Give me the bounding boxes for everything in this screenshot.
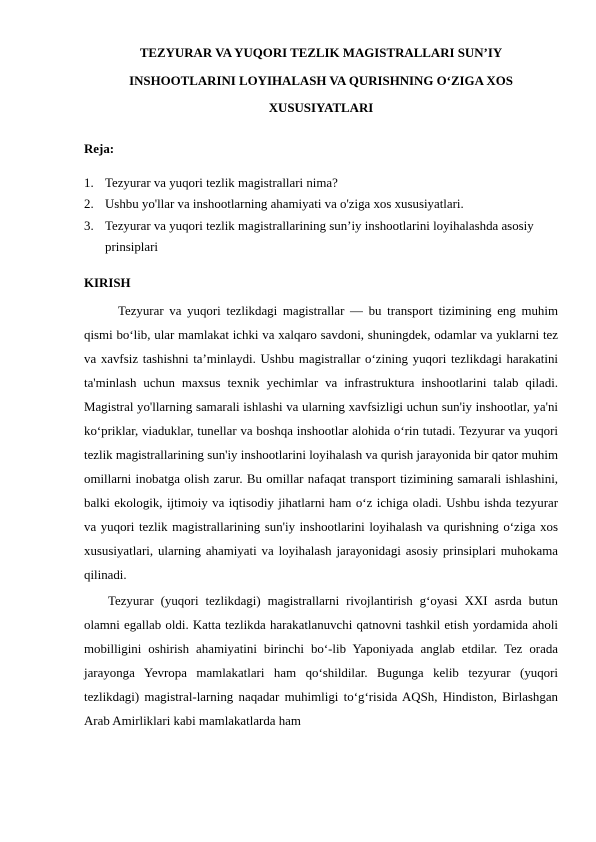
plan-item-number: 2. xyxy=(84,197,94,211)
document-page xyxy=(84,40,558,733)
plan-item-number: 1. xyxy=(84,175,94,190)
plan-item xyxy=(84,216,558,259)
plan-item xyxy=(84,173,558,195)
plan-label: Reja: xyxy=(84,141,115,156)
plan-list xyxy=(84,173,558,259)
plan-item-text: Tezyurar va yuqori tezlik magistrallari nima? xyxy=(105,175,338,190)
plan-item-text: Ushbu yo'llar va inshootlarning ahamiyati va o'ziga xos xususiyatlari. xyxy=(105,197,464,211)
plan-item-text: Tezyurar va yuqori tezlik magistrallarining sun’iy inshootlarini loyihalashda asosiy prinsiplari xyxy=(105,218,534,254)
body-paragraph: Tezyurar va yuqori tezlikdagi magistrallar — bu transport tizimining eng muhim qismi bo‘lib, ular mamlakat ichki va xalqaro savdoni, shuningdek, odamlar va yuklarni tez va xavfsiz tashishni ta’minlaydi. Ushbu magistrallar o‘zining yuqori tezlikdagi harakatini ta'minlash uchun maxsus texnik yechimlar va infrastruktura inshootlarini talab qiladi. Magistral yo'llarning samarali ishlashi va ularning xavfsizligi uchun sun'iy inshootlar, ya'ni ko‘priklar, viaduklar, tunellar va boshqa inshootlar alohida o‘rin tutadi. Tezyurar va yuqori tezlik magistrallarining sun'iy inshootlarini loyihalash va qurish jarayonida bir qator muhim omillarni inobatga olish zarur. Bu omillar nafaqat transport tizimining samarali ishlashini, balki ekologik, ijtimoiy va iqtisodiy jihatlarni ham o‘z ichiga oladi. Ushbu ishda tezyurar va yuqori tezlik magistrallarining sun'iy inshootlarini loyihalash va qurishning o‘ziga xos xususiyatlari, ularning ahamiyati va loyihalash jarayonidagi asosiy prinsiplari muhokama qilinadi. xyxy=(84,303,558,582)
intro-heading: KIRISH xyxy=(84,275,131,290)
plan-item-number: 3. xyxy=(84,218,94,233)
body-paragraph: Tezyurar (yuqori tezlikdagi) magistrallarni rivojlantirish g‘oyasi XXI asrda butun olamni egallab oldi. Katta tezlikda harakatlanuvchi qatnovni tashkil etish yordamida aholi mobilligini oshirish ahamiyatini birinchi bo‘-lib Yaponiyada anglab etdilar. Tez orada jarayonga Yevropa mamlakatlari ham qo‘shildilar. Bugunga kelib tezyurar (yuqori tezlikdagi) magistral-larning naqadar muhimligi to‘g‘risida AQSh, Hindiston, Birlashgan Arab Amirliklari kabi mamlakatlarda ham xyxy=(84,593,558,728)
document-title: TEZYURAR VA YUQORI TEZLIK MAGISTRALLARI SUN’IY INSHOOTLARINI LOYIHALASH VA QURISHNING O‘ZIGA XOS XUSUSIYATLARI xyxy=(129,46,513,115)
plan-item xyxy=(84,194,558,216)
